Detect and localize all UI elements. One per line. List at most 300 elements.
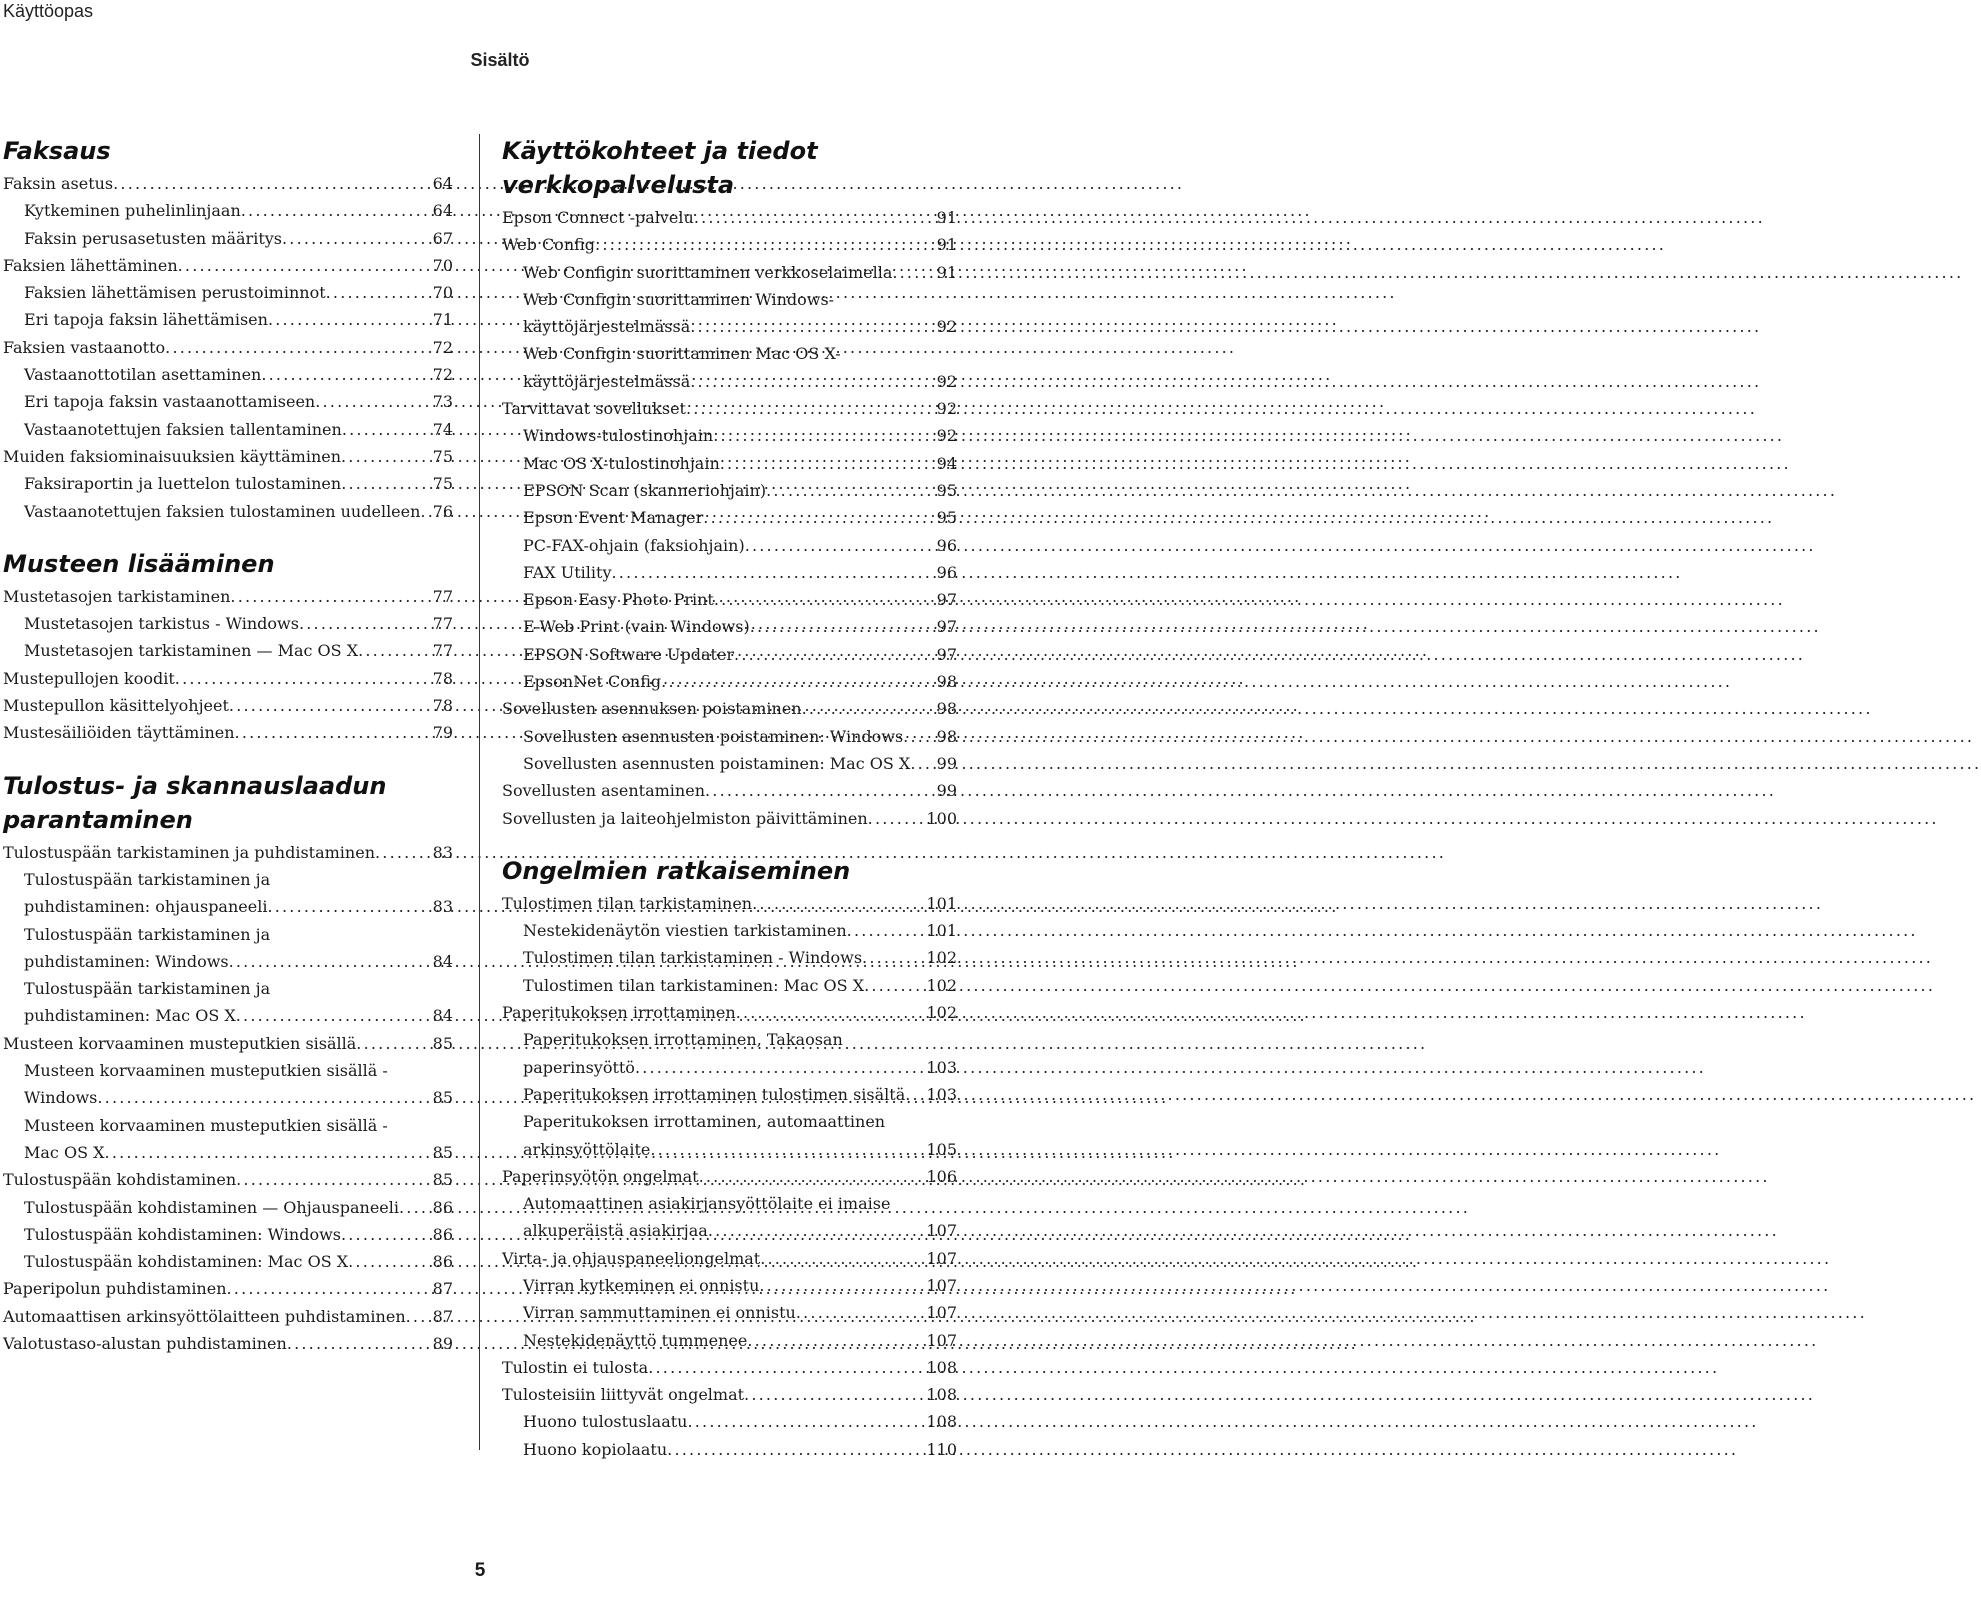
entry-title-line: Musteen korvaaminen musteputkien sisällä - [24, 1061, 388, 1081]
entry-page-number: 71 [432, 310, 453, 330]
entry-title: E-Web Print (vain Windows) [523, 617, 750, 637]
entry-page-number: 96 [936, 535, 957, 555]
book-title: Käyttöopas [3, 1, 94, 21]
entry-title: Sovellusten asennusten poistaminen: Windows [523, 726, 904, 746]
entry-title: Tulosteisiin liittyvät ongelmat [502, 1385, 745, 1405]
toc-entry[interactable] [3, 498, 453, 525]
dot-leader [287, 1330, 431, 1357]
entry-page-number: 99 [936, 753, 957, 773]
dot-leader [690, 368, 934, 395]
dot-leader [227, 1275, 431, 1302]
dot-leader [752, 890, 924, 917]
entry-title: Windows-tulostinohjain [523, 426, 714, 446]
dot-leader [745, 532, 935, 559]
toc-entry[interactable] [3, 1194, 453, 1221]
entry-title: Sovellusten asennuksen poistaminen [502, 699, 802, 719]
dot-leader [229, 948, 431, 975]
toc-section [502, 854, 957, 1463]
entry-page-number: 102 [926, 975, 957, 995]
entry-page-number: 107 [926, 1275, 957, 1295]
entry-page-number: 86 [432, 1252, 453, 1272]
dot-leader [326, 279, 431, 306]
dot-leader [720, 450, 935, 477]
toc-entry[interactable] [3, 279, 453, 306]
toc-entry[interactable] [3, 306, 453, 333]
dot-leader [759, 1272, 924, 1299]
toc-entry[interactable] [3, 610, 453, 637]
entry-title: Mustepullon käsittelyohjeet [3, 696, 229, 716]
dot-leader [864, 972, 924, 999]
dot-leader [230, 583, 430, 610]
dot-leader [714, 586, 935, 613]
entry-title-line [523, 368, 957, 395]
entry-page-number: 64 [432, 174, 453, 193]
toc-section [3, 134, 453, 525]
entry-page-number: 108 [926, 1412, 957, 1432]
entry-title: Vastaanotettujen faksien tallentaminen [24, 419, 342, 439]
dot-leader [734, 641, 935, 668]
dot-leader [315, 388, 430, 415]
dot-leader [420, 498, 430, 525]
entry-page-number: 79 [432, 723, 453, 743]
entry-title-line: Tulostuspään tarkistaminen ja [24, 924, 271, 944]
entry-page-number: 84 [432, 1006, 453, 1026]
entry-title: Faksien vastaanotto [3, 337, 166, 357]
dot-leader [686, 395, 935, 422]
entry-page-number: 97 [936, 617, 957, 637]
entry-page-number: 78 [432, 696, 453, 716]
toc-entry[interactable] [502, 1354, 957, 1381]
dot-leader [744, 1381, 924, 1408]
dot-leader [406, 1303, 431, 1330]
dot-leader [282, 225, 431, 252]
entry-title-line [523, 1217, 957, 1244]
toc-entry[interactable] [502, 668, 957, 695]
entry-title: Mustetasojen tarkistaminen — Mac OS X [24, 641, 359, 661]
entry-page-number: 70 [432, 255, 453, 275]
entry-title: Vastaanotettujen faksien tulostaminen uudelleen [24, 501, 421, 521]
dot-leader [611, 559, 934, 586]
entry-title: Epson Easy Photo Print [523, 590, 714, 610]
entry-title: Web Config [502, 235, 596, 255]
entry-page-number: 107 [926, 1330, 957, 1350]
dot-leader [261, 361, 430, 388]
toc-entry[interactable] [3, 1330, 453, 1357]
entry-title: Tulostimen tilan tarkistaminen - Windows [523, 948, 863, 968]
toc-entry[interactable] [3, 1275, 453, 1302]
entry-page-number: 77 [432, 641, 453, 661]
entry-title-line [523, 313, 957, 340]
dot-leader [267, 893, 430, 920]
entry-title: Paperitukoksen irrottaminen [502, 1003, 736, 1023]
toc-entry[interactable] [502, 204, 957, 231]
entry-page-number: 103 [926, 1057, 957, 1077]
entry-title: Sovellusten ja laiteohjelmiston päivittäminen [502, 808, 868, 828]
entry-title-line [24, 1084, 453, 1111]
dot-leader [341, 470, 430, 497]
entry-page-number: 107 [926, 1221, 957, 1241]
toc-entry[interactable] [3, 443, 453, 470]
entry-title: Tulostuspään kohdistaminen: Mac OS X [24, 1252, 349, 1272]
toc-entry[interactable] [502, 917, 957, 944]
entry-page-number: 94 [936, 453, 957, 473]
entry-title-line [523, 1136, 957, 1163]
entry-page-number: 98 [936, 699, 957, 719]
toc-entry[interactable] [3, 1221, 453, 1248]
entry-page-number: 86 [432, 1197, 453, 1217]
entry-title: PC-FAX-ohjain (faksiohjain) [523, 535, 745, 555]
entry-title: Huono kopiolaatu [523, 1439, 668, 1459]
dot-leader [341, 443, 431, 470]
toc-entry[interactable] [502, 723, 957, 750]
dot-leader [595, 231, 935, 258]
dot-leader [892, 259, 934, 286]
entry-title-line: Web Configin suorittaminen Windows- [523, 289, 835, 309]
dot-leader [703, 504, 934, 531]
toc-entry[interactable] [502, 1272, 957, 1299]
toc-entry[interactable] [502, 259, 957, 286]
dot-leader [356, 1030, 430, 1057]
toc-section [3, 547, 453, 747]
entry-title: Tulostuspään tarkistaminen ja puhdistaminen [3, 842, 375, 862]
dot-leader [687, 1408, 924, 1435]
entry-title: Sovellusten asennusten poistaminen: Mac OS X [523, 753, 911, 773]
toc-entry[interactable] [502, 422, 957, 449]
entry-page-number: 85 [432, 1142, 453, 1162]
entry-page-number: 64 [432, 201, 453, 221]
dot-leader [650, 1136, 924, 1163]
dot-leader [747, 1327, 924, 1354]
dot-leader [375, 839, 431, 866]
entry-title-line [24, 948, 453, 975]
entry-page-number: 70 [432, 283, 453, 303]
toc-entry[interactable] [502, 1081, 957, 1108]
entry-page-number: 84 [432, 951, 453, 971]
toc-entry[interactable] [3, 1248, 453, 1275]
toc-entry[interactable] [502, 944, 957, 971]
entry-page-number: 99 [936, 781, 957, 801]
toc-entry[interactable] [502, 641, 957, 668]
entry-title: Faksien lähettäminen [3, 255, 178, 275]
dot-leader [165, 334, 430, 361]
toc-entry[interactable] [3, 1166, 453, 1193]
entry-title: Paperinsyötön ongelmat [502, 1166, 699, 1186]
toc-entry[interactable] [3, 665, 453, 692]
entry-page-number: 73 [432, 392, 453, 412]
entry-page-number: 77 [432, 614, 453, 634]
entry-page-number: 102 [926, 948, 957, 968]
entry-title-line [523, 1054, 957, 1081]
column-divider [479, 134, 480, 1450]
entry-page-number: 105 [926, 1139, 957, 1159]
toc-entry[interactable] [502, 532, 957, 559]
entry-title: Faksin asetus [3, 174, 114, 193]
entry-page-number: 87 [432, 1279, 453, 1299]
dot-leader [699, 1163, 925, 1190]
entry-page-number: 97 [936, 644, 957, 664]
entry-page-number: 72 [432, 365, 453, 385]
entry-page-number: 75 [432, 474, 453, 494]
dot-leader [341, 1221, 431, 1248]
entry-page-number: 97 [936, 590, 957, 610]
entry-title-line: Web Configin suorittaminen Mac OS X- [523, 344, 841, 364]
entry-title: Mac OS X-tulostinohjain [523, 453, 720, 473]
toc-entry[interactable] [3, 334, 453, 361]
entry-title: Web Configin suorittaminen verkkoselaimella [523, 262, 893, 282]
entry-page-number: 75 [432, 446, 453, 466]
toc-entry[interactable] [3, 361, 453, 388]
toc-entry[interactable] [502, 340, 957, 395]
dot-leader [235, 719, 431, 746]
entry-title: Faksin perusasetusten määritys [24, 228, 282, 248]
dot-leader [97, 1084, 430, 1111]
section-heading: Faksaus [3, 137, 111, 165]
entry-title: EpsonNet Config [523, 672, 662, 692]
entry-page-number: 76 [432, 501, 453, 521]
entry-page-number: 92 [936, 399, 957, 419]
entry-title: alkuperäistä asiakirjaa [523, 1221, 708, 1241]
entry-title: Epson Connect -palvelu [502, 208, 694, 227]
toc-entry[interactable] [502, 750, 957, 777]
dot-leader [399, 1194, 431, 1221]
toc-entry[interactable] [502, 1245, 957, 1272]
toc-entry[interactable] [3, 170, 453, 197]
section-heading: Tulostus- ja skannauslaadun parantaminen [3, 771, 387, 834]
dot-leader [750, 613, 935, 640]
entry-title: paperinsyöttö [523, 1057, 635, 1077]
entry-page-number: 87 [432, 1306, 453, 1326]
toc-entry[interactable] [502, 999, 957, 1026]
toc-entry[interactable] [3, 839, 453, 866]
entry-page-number: 107 [926, 1248, 957, 1268]
toc-entry[interactable] [502, 613, 957, 640]
toc-entry[interactable] [502, 586, 957, 613]
dot-leader [648, 1354, 924, 1381]
entry-page-number: 101 [926, 893, 957, 913]
entry-page-number: 96 [936, 562, 957, 582]
toc-entry[interactable] [3, 975, 453, 1030]
dot-leader [802, 695, 935, 722]
toc-left-column [3, 134, 453, 1357]
toc-entry[interactable] [502, 695, 957, 722]
toc-entry[interactable] [3, 1112, 453, 1167]
toc-entry[interactable] [3, 583, 453, 610]
dot-leader [175, 665, 431, 692]
entry-page-number: 83 [432, 897, 453, 917]
toc-section [3, 769, 453, 1358]
toc-entry[interactable] [502, 1190, 957, 1245]
toc-entry[interactable] [502, 1436, 957, 1463]
entry-title-line: Automaattinen asiakirjansyöttölaite ei imaise [523, 1194, 891, 1214]
toc-entry[interactable] [502, 395, 957, 422]
dot-leader [178, 252, 431, 279]
toc-entry[interactable] [3, 1030, 453, 1057]
entry-page-number: 78 [432, 668, 453, 688]
entry-page-number: 91 [936, 262, 957, 282]
entry-title: Faksien lähettämisen perustoiminnot [24, 283, 326, 303]
entry-title: Tulostin ei tulosta [502, 1357, 649, 1377]
entry-title: EPSON Software Updater [523, 644, 735, 664]
toc-entry[interactable] [502, 1299, 957, 1326]
entry-page-number: 95 [936, 508, 957, 528]
dot-leader [766, 477, 935, 504]
entry-title: Eri tapoja faksin vastaanottamiseen [24, 392, 316, 412]
entry-page-number: 108 [926, 1385, 957, 1405]
dot-leader [299, 610, 431, 637]
toc-entry[interactable] [3, 719, 453, 746]
entry-page-number: 92 [936, 426, 957, 446]
dot-leader [796, 1299, 925, 1326]
entry-title: Tarvittavat sovellukset [502, 399, 686, 419]
dot-leader [236, 1166, 431, 1193]
entry-page-number: 91 [936, 208, 957, 227]
toc-entry[interactable] [502, 890, 957, 917]
dot-leader [694, 204, 935, 231]
toc-entry[interactable] [502, 1381, 957, 1408]
toc-entry[interactable] [3, 197, 453, 224]
section-heading: Musteen lisääminen [3, 549, 275, 578]
entry-title: Faksiraportin ja luettelon tulostaminen [24, 474, 342, 494]
toc-entry[interactable] [502, 777, 957, 804]
entry-title: Sovellusten asentaminen [502, 781, 705, 801]
dot-leader [635, 1054, 925, 1081]
entry-page-number: 85 [432, 1170, 453, 1190]
toc-entry[interactable] [3, 388, 453, 415]
entry-page-number: 92 [936, 371, 957, 391]
entry-page-number: 91 [936, 235, 957, 255]
entry-title-line: Paperitukoksen irrottaminen, Takaosan [523, 1030, 843, 1050]
entry-title: Musteen korvaaminen musteputkien sisällä [3, 1033, 357, 1053]
entry-page-number: 92 [936, 317, 957, 337]
entry-page-number: 67 [432, 228, 453, 248]
entry-title: Eri tapoja faksin lähettämisen [24, 310, 268, 330]
entry-page-number: 101 [926, 921, 957, 941]
dot-leader [661, 668, 934, 695]
entry-page-number: 98 [936, 726, 957, 746]
entry-title: käyttöjärjestelmässä [523, 371, 691, 391]
entry-title: Epson Event Manager [523, 508, 704, 528]
entry-page-number: 77 [432, 586, 453, 606]
entry-title-line [24, 893, 453, 920]
entry-page-number: 86 [432, 1224, 453, 1244]
entry-title: käyttöjärjestelmässä [523, 317, 691, 337]
dot-leader [667, 1436, 924, 1463]
toc-entry[interactable] [502, 1108, 957, 1163]
toc-entry[interactable] [502, 450, 957, 477]
toc-entry[interactable] [502, 286, 957, 341]
entry-title: puhdistaminen: Windows [24, 951, 229, 971]
entry-title-line: Tulostuspään tarkistaminen ja [24, 869, 271, 889]
dot-leader [229, 692, 431, 719]
entry-title: FAX Utility [523, 562, 612, 582]
toc-entry[interactable] [3, 866, 453, 921]
entry-page-number: 89 [432, 1333, 453, 1353]
dot-leader [862, 944, 924, 971]
toc-entry[interactable] [3, 225, 453, 252]
entry-title: Tulostimen tilan tarkistaminen [502, 893, 753, 913]
entry-title: Nestekidenäytön viestien tarkistaminen [523, 921, 847, 941]
entry-page-number: 100 [926, 808, 957, 828]
entry-page-number: 102 [926, 1003, 957, 1023]
dot-leader [705, 777, 935, 804]
entry-title: arkinsyöttölaite [523, 1139, 651, 1159]
toc-entry[interactable] [502, 477, 957, 504]
toc-entry[interactable] [3, 692, 453, 719]
toc-entry[interactable] [502, 1408, 957, 1435]
toc-entry[interactable] [502, 1026, 957, 1081]
entry-page-number: 72 [432, 337, 453, 357]
entry-title: Vastaanottotilan asettaminen [24, 365, 262, 385]
entry-title: Virran kytkeminen ei onnistu [523, 1275, 760, 1295]
entry-title: Tulostimen tilan tarkistaminen: Mac OS X [523, 975, 865, 995]
toc-entry[interactable] [3, 416, 453, 443]
dot-leader [241, 197, 431, 224]
entry-page-number: 85 [432, 1033, 453, 1053]
toc-entry[interactable] [3, 921, 453, 976]
section-heading: Käyttökohteet ja tiedot verkkopalvelusta [502, 137, 818, 199]
dot-leader [268, 306, 431, 333]
entry-title: Tulostuspään kohdistaminen: Windows [24, 1224, 341, 1244]
toc-entry[interactable] [502, 504, 957, 531]
dot-leader [760, 1245, 924, 1272]
dot-leader [910, 750, 934, 777]
toc-entry[interactable] [502, 805, 957, 832]
entry-title: Nestekidenäyttö tummenee [523, 1330, 748, 1350]
entry-title: Mac OS X [24, 1142, 105, 1162]
page-number: 5 [474, 1560, 486, 1581]
entry-page-number: 95 [936, 480, 957, 500]
entry-title: Valotustaso-alustan puhdistaminen [3, 1333, 287, 1353]
dot-leader [113, 170, 431, 197]
toc-entry[interactable] [502, 972, 957, 999]
toc-entry[interactable] [3, 470, 453, 497]
toc-entry[interactable] [3, 1303, 453, 1330]
toc-entry[interactable] [502, 231, 957, 258]
toc-entry[interactable] [3, 252, 453, 279]
entry-page-number: 107 [926, 1303, 957, 1323]
toc-entry[interactable] [502, 1163, 957, 1190]
entry-title: Mustetasojen tarkistaminen [3, 586, 231, 606]
entry-title: Tulostuspään kohdistaminen — Ohjauspaneeli [24, 1197, 399, 1217]
entry-title: Tulostuspään kohdistaminen [3, 1170, 237, 1190]
entry-title: Mustepullojen koodit [3, 668, 175, 688]
dot-leader [708, 1217, 925, 1244]
dot-leader [342, 416, 431, 443]
toc-entry[interactable] [502, 559, 957, 586]
dot-leader [713, 422, 934, 449]
toc-right-column [502, 134, 957, 1463]
entry-title-line: Paperitukoksen irrottaminen, automaattinen [523, 1112, 886, 1132]
section-title: Sisältö [470, 50, 530, 70]
entry-title: Automaattisen arkinsyöttölaitteen puhdistaminen [3, 1306, 406, 1326]
toc-entry[interactable] [3, 1057, 453, 1112]
toc-entry[interactable] [502, 1327, 957, 1354]
entry-title: Mustesäiliöiden täyttäminen [3, 723, 235, 743]
entry-title: Huono tulostuslaatu [523, 1412, 688, 1432]
dot-leader [736, 999, 925, 1026]
entry-title: Kytkeminen puhelinlinjaan [24, 201, 241, 221]
entry-title: Virran sammuttaminen ei onnistu [523, 1303, 796, 1323]
entry-page-number: 108 [926, 1357, 957, 1377]
dot-leader [358, 637, 431, 664]
dot-leader [236, 1002, 431, 1029]
entry-title: Virta- ja ohjauspaneeliongelmat [502, 1248, 761, 1268]
entry-title-line: Musteen korvaaminen musteputkien sisällä - [24, 1115, 388, 1135]
toc-entry[interactable] [3, 637, 453, 664]
dot-leader [105, 1139, 431, 1166]
dot-leader [847, 917, 925, 944]
dot-leader [690, 313, 934, 340]
